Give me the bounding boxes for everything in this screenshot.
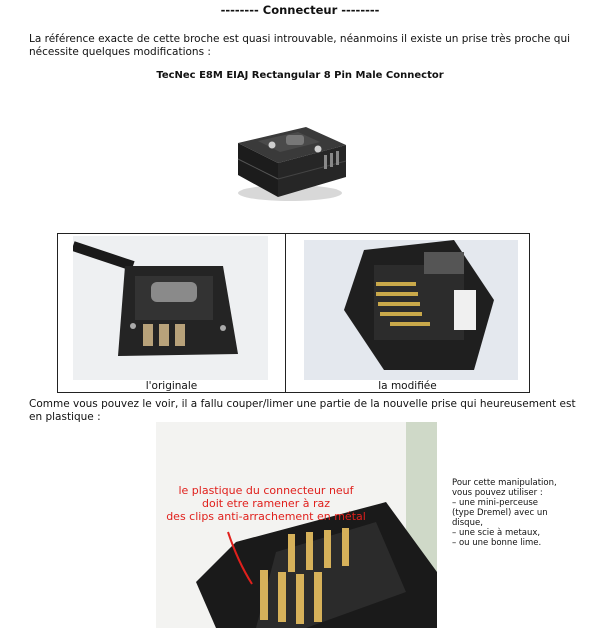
explanation-line-1: Comme vous pouvez le voir, il a fallu couper/limer une partie de la nouvelle prise qui heureusement est	[29, 398, 576, 410]
tools-item-1a: – une mini-perceuse	[452, 498, 538, 508]
tools-note	[452, 478, 592, 548]
original-connector-photo	[73, 236, 268, 380]
modified-connector-image	[304, 240, 518, 380]
tools-item-3: – ou une bonne lime.	[452, 538, 542, 548]
page-title: -------- Connecteur --------	[220, 3, 380, 17]
annotation-line-3: des clips anti-arrachement en métal	[166, 510, 366, 523]
left-caption: l'originale	[145, 380, 198, 392]
tools-item-2: – une scie à metaux,	[452, 528, 541, 538]
tools-line-1: Pour cette manipulation,	[452, 478, 557, 488]
tools-item-1b: (type Dremel) avec un	[452, 508, 548, 518]
product-name: TecNec E8M EIAJ Rectangular 8 Pin Male Connector	[156, 70, 444, 81]
closeup-connector-image	[156, 422, 437, 628]
annotation-line-1: le plastique du connecteur neuf	[178, 484, 354, 497]
comparison-table	[57, 233, 530, 393]
modified-connector-photo	[304, 240, 518, 380]
intro-line-1: La référence exacte de cette broche est quasi introuvable, néanmoins il existe un prise très proche qui	[29, 33, 571, 45]
right-caption: la modifiée	[378, 380, 437, 392]
intro-paragraph	[29, 33, 589, 58]
tools-line-2: vous pouvez utiliser :	[452, 488, 543, 498]
explanation-line-2: en plastique :	[29, 410, 101, 423]
explanation-paragraph	[29, 398, 589, 423]
annotation-line-2: doit etre ramener à raz	[202, 497, 330, 510]
table-divider	[285, 234, 286, 392]
intro-line-2: nécessite quelques modifications :	[29, 45, 211, 58]
original-connector-image	[73, 236, 268, 380]
closeup-photo	[156, 422, 437, 628]
product-photo	[228, 105, 353, 208]
tools-item-1c: disque,	[452, 518, 483, 528]
red-annotation	[156, 484, 376, 523]
connector-product-image	[228, 105, 353, 208]
